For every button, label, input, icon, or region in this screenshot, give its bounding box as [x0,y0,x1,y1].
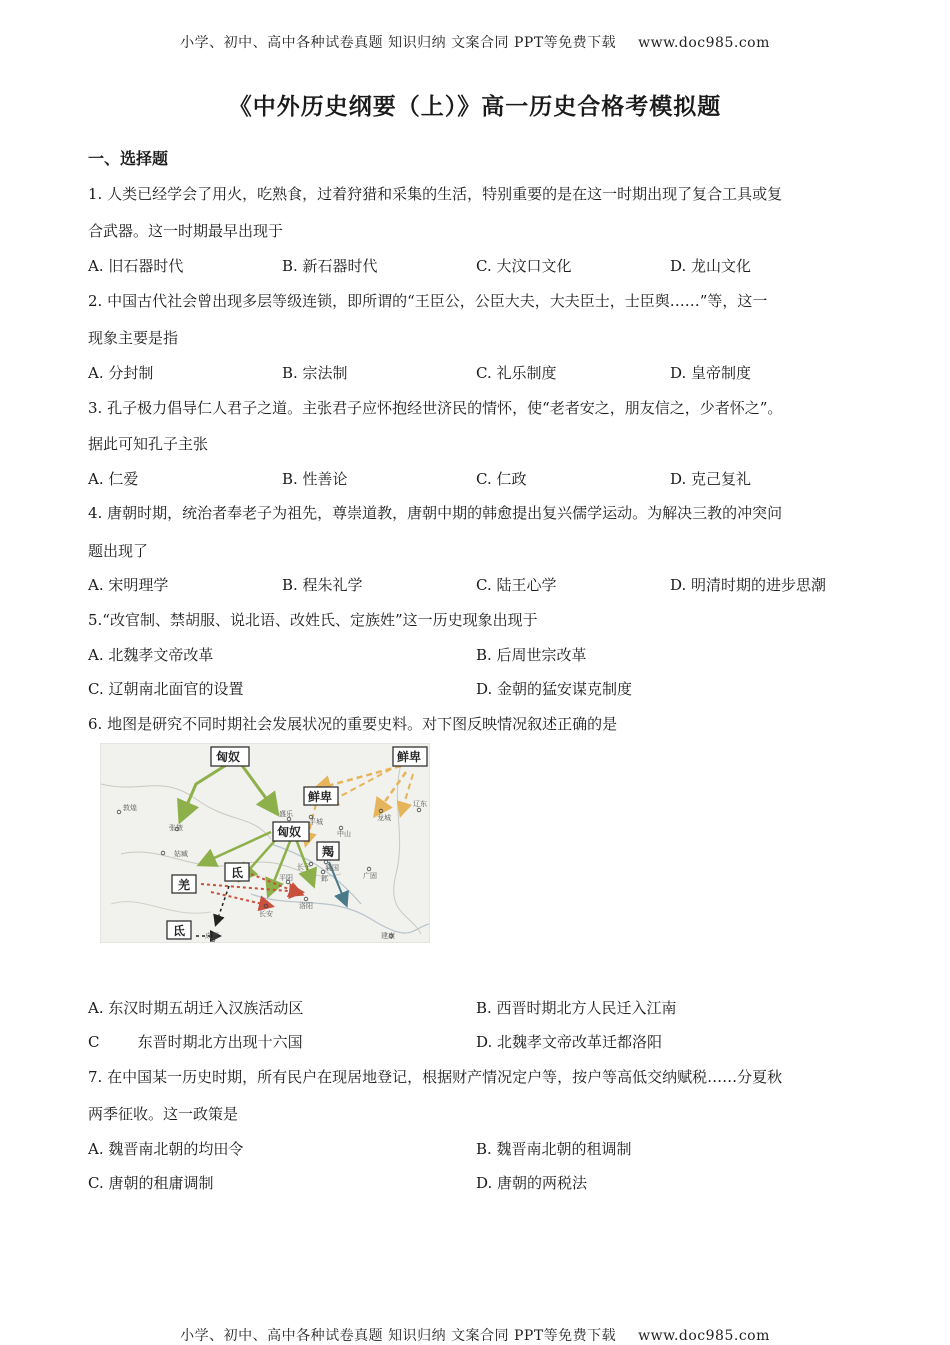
question-7-option-a[interactable]: A. 魏晋南北朝的均田令 [88,1140,244,1158]
place-label-zhangzi: 长子 [297,863,311,871]
place-label-liaodong: 辽东 [413,800,427,808]
place-label-guanggu: 广固 [363,872,377,880]
place-label-longcheng: 龙城 [377,814,391,822]
tribe-label-di-north: 氐 [231,866,244,880]
question-7-option-b[interactable]: B. 魏晋南北朝的租调制 [476,1140,632,1158]
page-header [0,32,950,52]
place-label-guzang: 姑臧 [174,850,188,858]
question-1-option-b[interactable]: B. 新石器时代 [282,257,378,275]
question-1-line-1: 1. 人类已经学会了用火，吃熟食，过着狩猎和采集的生活，特别重要的是在这一时期出现了复合工具或复 [88,185,783,203]
question-6-line-1: 6. 地图是研究不同时期社会发展状况的重要史料。对下图反映情况叙述正确的是 [88,715,618,733]
question-3-option-c[interactable]: C. 仁政 [476,470,527,488]
question-2-option-d[interactable]: D. 皇帝制度 [670,364,752,382]
question-3-line-1: 3. 孔子极力倡导仁人君子之道。主张君子应怀抱经世济民的情怀，使“老者安之，朋友信之，少者怀之”。 [88,399,783,417]
question-3-option-a[interactable]: A. 仁爱 [88,470,139,488]
migration-map-svg [101,744,429,942]
tribe-label-xianbei-central: 鲜卑 [308,790,333,804]
tribe-label-qiang: 羌 [178,878,191,892]
question-7-line-2: 两季征收。这一政策是 [88,1105,239,1123]
tribe-label-xianbei-east: 鲜卑 [397,750,422,764]
question-5-option-c[interactable]: C. 辽朝南北面官的设置 [88,680,244,698]
place-label-zhangye: 张掖 [169,824,183,832]
place-label-jiankang: 建康 [381,932,395,940]
question-2-line-2: 现象主要是指 [88,329,179,347]
place-label-changan: 长安 [259,910,273,918]
question-4-option-b[interactable]: B. 程朱礼学 [282,576,363,594]
question-3-option-d[interactable]: D. 克己复礼 [670,470,752,488]
footer-text: 小学、初中、高中各种试卷真题 知识归纳 文案合同 PPT等免费下载 [180,1328,617,1344]
place-label-xiangguo: 襄国 [325,864,339,872]
header-text: 小学、初中、高中各种试卷真题 知识归纳 文案合同 PPT等免费下载 [180,35,617,51]
question-1-option-a[interactable]: A. 旧石器时代 [88,257,184,275]
question-2-option-a[interactable]: A. 分封制 [88,364,154,382]
place-label-shengle: 盛乐 [279,810,293,818]
place-label-zhongshan: 中山 [337,830,351,838]
question-6-option-b[interactable]: B. 西晋时期北方人民迁入江南 [476,999,677,1017]
question-1-line-2: 合武器。这一时期最早出现于 [88,222,284,240]
migration-map [100,743,430,943]
question-7-option-c[interactable]: C. 唐朝的租庸调制 [88,1174,214,1192]
question-6-option-a[interactable]: A. 东汉时期五胡迁入汉族活动区 [88,999,304,1017]
place-label-chengdu: 成都 [205,932,219,940]
tribe-label-di-south: 氐 [173,924,186,938]
tribe-label-xiongnu-north: 匈奴 [216,750,241,764]
question-2-option-c[interactable]: C. 礼乐制度 [476,364,557,382]
question-3-option-b[interactable]: B. 性善论 [282,470,348,488]
question-7-line-1: 7. 在中国某一历史时期，所有民户在现居地登记，根据财产情况定户等，按户等高低交纳赋税……分夏秋 [88,1068,783,1086]
question-2-option-b[interactable]: B. 宗法制 [282,364,348,382]
question-6-option-c[interactable]: C 东晋时期北方出现十六国 [88,1033,303,1051]
question-4-option-a[interactable]: A. 宋明理学 [88,576,169,594]
place-label-luoyang: 洛阳 [299,902,313,910]
place-label-dunhuang: 敦煌 [123,804,137,812]
tribe-label-xiongnu-central: 匈奴 [277,825,302,839]
page-footer [0,1325,950,1345]
question-1-option-d[interactable]: D. 龙山文化 [670,257,752,275]
footer-site: www.doc985.com [638,1328,770,1344]
section-heading: 一、选择题 [88,149,169,168]
question-5-option-a[interactable]: A. 北魏孝文帝改革 [88,646,214,664]
place-label-ye: 邺 [321,875,328,883]
question-7-option-d[interactable]: D. 唐朝的两税法 [476,1174,588,1192]
question-4-option-d[interactable]: D. 明清时期的进步思潮 [670,576,827,594]
place-label-pingyang: 平阳 [279,874,293,882]
question-4-line-1: 4. 唐朝时期，统治者奉老子为祖先，尊崇道教，唐朝中期的韩愈提出复兴儒学运动。为解决三教的冲突问 [88,504,783,522]
question-5-option-b[interactable]: B. 后周世宗改革 [476,646,587,664]
question-6-option-d[interactable]: D. 北魏孝文帝改革迁都洛阳 [476,1033,663,1051]
question-1-option-c[interactable]: C. 大汶口文化 [476,257,572,275]
header-site: www.doc985.com [638,35,770,51]
question-5-line-1: 5.“改官制、禁胡服、说北语、改姓氏、定族姓”这一历史现象出现于 [88,611,538,629]
question-4-option-c[interactable]: C. 陆王心学 [476,576,557,594]
place-label-pingcheng: 平城 [309,818,323,826]
question-5-option-d[interactable]: D. 金朝的猛安谋克制度 [476,680,633,698]
question-3-line-2: 据此可知孔子主张 [88,435,209,453]
tribe-label-jie: 羯 [322,845,335,859]
question-4-line-2: 题出现了 [88,542,149,560]
page-title: 《中外历史纲要（上）》高一历史合格考模拟题 [228,93,722,120]
question-2-line-1: 2. 中国古代社会曾出现多层等级连锁，即所谓的“王臣公，公臣大夫，大夫臣士，士臣舆……”等，这一 [88,292,768,310]
